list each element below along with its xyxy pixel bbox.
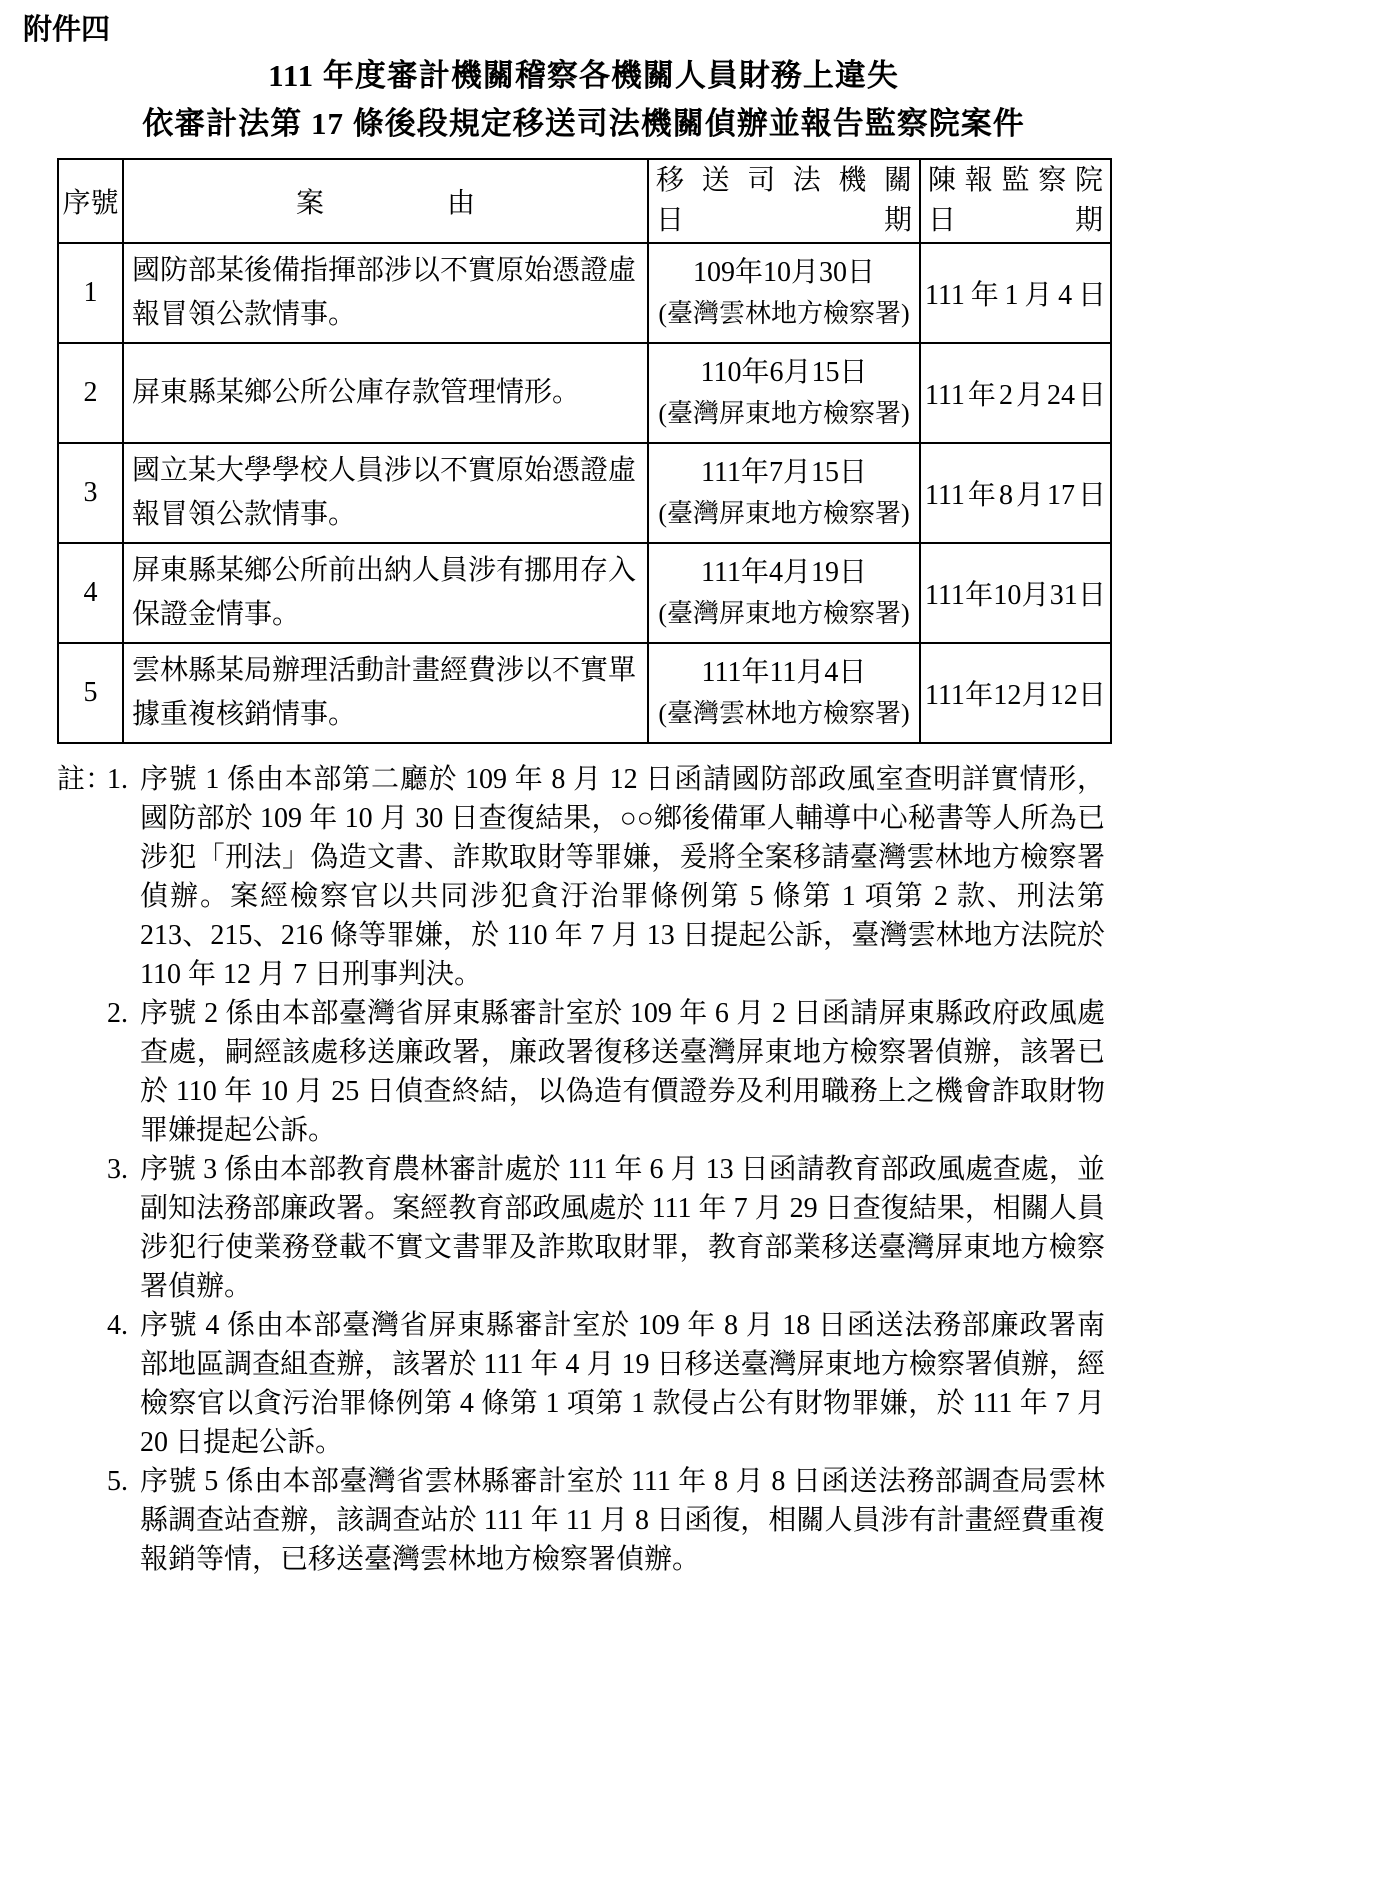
table-row [58,243,1111,343]
row-serial: 2 [58,343,123,443]
row-serial: 1 [58,243,123,343]
transfer-date: 109年10月30日 [692,257,875,288]
row-report-date: 111年10月31日 [920,543,1111,643]
row-serial: 4 [58,543,123,643]
transfer-date: 111年7月15日 [701,457,867,488]
note-item [107,1150,1105,1306]
table-header [58,159,1111,243]
transfer-agency: (臺灣屏東地方檢察署) [658,599,910,628]
note-item [107,1306,1105,1462]
note-number: 5. [107,1466,128,1497]
notes-section [57,760,1105,1579]
attachment-label: 附件四 [23,14,111,46]
row-serial: 5 [58,643,123,743]
note-text: 序號 3 係由本部教育農林審計處於 111 年 6 月 13 日函請教育部政風處查處，並副知法務部廉政署。案經教育部政風處於 111 年 7 月 29 日查復結果，相關人員涉犯行使業務登載不實文書罪及詐欺取財罪，教育部業移送臺灣屏東地方檢察署偵辦。 [140,1154,1105,1302]
row-case: 屏東縣某鄉公所前出納人員涉有挪用存入保證金情事。 [123,543,648,643]
document-title [57,52,1110,148]
row-case: 雲林縣某局辦理活動計畫經費涉以不實單據重複核銷情事。 [123,643,648,743]
row-report-date: 111年8月17日 [920,443,1111,543]
notes-label: 註： [57,764,114,795]
transfer-date: 111年4月19日 [701,557,867,588]
note-text: 序號 4 係由本部臺灣省屏東縣審計室於 109 年 8 月 18 日函送法務部廉政署南部地區調查組查辦，該署於 111 年 4 月 19 日移送臺灣屏東地方檢察署偵辦，經檢察官以貪污治罪條例第 4 條第 1 項第 1 款侵占公有財物罪嫌，於 111 年 7 月 20 日提起公訴。 [140,1310,1105,1458]
row-transfer [648,343,920,443]
row-transfer [648,543,920,643]
table-row [58,543,1111,643]
transfer-date: 110年6月15日 [700,357,868,388]
row-case: 國立某大學學校人員涉以不實原始憑證虛報冒領公款情事。 [123,443,648,543]
row-report-date: 111年2月24日 [920,343,1111,443]
title-line-1: 111 年度審計機關稽察各機關人員財務上違失 [268,58,899,93]
row-report-date: 111年1月4日 [920,243,1111,343]
transfer-agency: (臺灣雲林地方檢察署) [658,699,910,728]
transfer-date: 111年11月4日 [701,657,867,688]
cases-table [57,158,1112,744]
header-row [58,159,1111,243]
table-row [58,643,1111,743]
note-number: 2. [107,998,128,1029]
note-item [107,760,1105,994]
row-serial: 3 [58,443,123,543]
header-report-line1: 陳報監察院 [928,165,1103,196]
header-case: 案由 [123,159,648,243]
transfer-agency: (臺灣屏東地方檢察署) [658,399,910,428]
note-item [107,994,1105,1150]
table-row [58,343,1111,443]
header-report-date [920,159,1111,243]
note-number: 3. [107,1154,128,1185]
header-transfer-date [648,159,920,243]
transfer-agency: (臺灣屏東地方檢察署) [658,499,910,528]
table-row [58,443,1111,543]
note-number: 1. [107,764,128,795]
note-text: 序號 1 係由本部第二廳於 109 年 8 月 12 日函請國防部政風室查明詳實情形，國防部於 109 年 10 月 30 日查復結果，○○鄉後備軍人輔導中心秘書等人所為已涉犯「刑法」偽造文書、詐欺取財等罪嫌，爰將全案移請臺灣雲林地方檢察署偵辦。案經檢察官以共同涉犯貪汙治罪條例第 5 條第 1 項第 2 款、刑法第 213、215、216 條等罪嫌，於 110 年 7 月 13 日提起公訴，臺灣雲林地方法院於 110 年 12 月 7 日刑事判決。 [140,764,1105,990]
row-report-date: 111年12月12日 [920,643,1111,743]
header-transfer-line2: 日期 [656,205,912,236]
row-case: 國防部某後備指揮部涉以不實原始憑證虛報冒領公款情事。 [123,243,648,343]
header-serial: 序號 [58,159,123,243]
header-transfer-line1: 移送司法機關 [656,165,912,196]
row-transfer [648,443,920,543]
transfer-agency: (臺灣雲林地方檢察署) [658,299,910,328]
note-text: 序號 5 係由本部臺灣省雲林縣審計室於 111 年 8 月 8 日函送法務部調查局雲林縣調查站查辦，該調查站於 111 年 11 月 8 日函復，相關人員涉有計畫經費重複報銷等情，已移送臺灣雲林地方檢察署偵辦。 [140,1466,1105,1575]
row-transfer [648,243,920,343]
row-transfer [648,643,920,743]
title-line-2: 依審計法第 17 條後段規定移送司法機關偵辦並報告監察院案件 [142,106,1025,141]
note-text: 序號 2 係由本部臺灣省屏東縣審計室於 109 年 6 月 2 日函請屏東縣政府政風處查處，嗣經該處移送廉政署，廉政署復移送臺灣屏東地方檢察署偵辦，該署已於 110 年 10 月 25 日偵查終結，以偽造有價證券及利用職務上之機會詐取財物罪嫌提起公訴。 [140,998,1105,1146]
note-item [107,1462,1105,1579]
row-case: 屏東縣某鄉公所公庫存款管理情形。 [123,343,648,443]
note-number: 4. [107,1310,128,1341]
header-report-line2: 日期 [928,205,1103,236]
